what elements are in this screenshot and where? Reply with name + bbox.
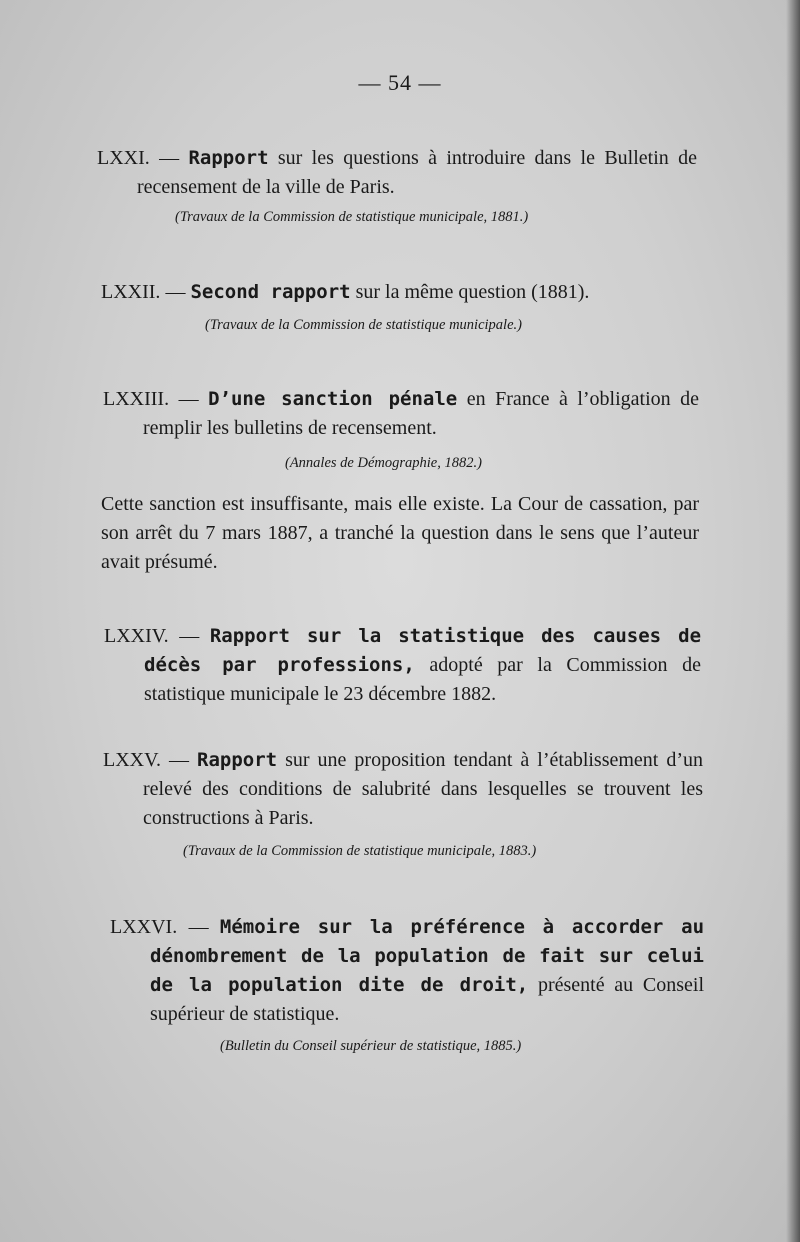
entry-citation: (Bulletin du Conseil supérieur de statistique, 1885.) bbox=[220, 1038, 522, 1054]
entry-dash: — bbox=[188, 916, 209, 938]
entry-description: sur les questions à introduire dans le Bulletin de recensement de la ville de Paris. bbox=[137, 147, 697, 198]
page-edge-shadow bbox=[786, 0, 800, 1242]
entry-numeral: LXXII. bbox=[101, 281, 161, 303]
entry-description: adopté par la Commission de statistique municipale le 23 décembre 1882. bbox=[144, 654, 701, 705]
entry-text bbox=[101, 278, 701, 307]
entry-citation: (Travaux de la Commission de statistique municipale, 1881.) bbox=[175, 209, 529, 225]
entry-numeral: LXXIV. bbox=[104, 625, 169, 647]
entry-dash: — bbox=[165, 281, 186, 303]
entry-description: sur une proposition tendant à l’établissement d’un relevé des conditions de salubrité dans lesquelles se trouvent les constructions à Paris. bbox=[143, 749, 704, 829]
entry-dash: — bbox=[178, 388, 199, 410]
entry-note: Cette sanction est insuffisante, mais elle existe. La Cour de cassation, par son arrêt du 7 mars 1887, a tranché la question dans le sens que l’auteur avait présumé. bbox=[101, 493, 699, 573]
entry-dash: — bbox=[179, 625, 200, 647]
entry-lxxvi bbox=[110, 913, 704, 1029]
entry-text bbox=[103, 385, 699, 443]
entry-numeral: LXXV. bbox=[103, 749, 161, 771]
entry-description: en France à l’obligation de remplir les bulletins de recensement. bbox=[143, 388, 700, 439]
entry-dash: — bbox=[159, 147, 180, 169]
entry-title: Rapport sur la statistique des causes de décès par professions, bbox=[144, 625, 702, 676]
page-number: — 54 — bbox=[358, 70, 442, 95]
entry-dash: — bbox=[168, 749, 189, 771]
entry-description: présenté au Conseil supérieur de statistique. bbox=[150, 974, 705, 1025]
entry-text bbox=[110, 913, 704, 1029]
entry-text bbox=[97, 144, 697, 202]
entry-lxxiii bbox=[103, 385, 699, 443]
entry-lxxii bbox=[101, 278, 701, 307]
entry-title: Second rapport bbox=[190, 281, 351, 303]
entry-numeral: LXXI. bbox=[97, 147, 150, 169]
entry-lxxi bbox=[97, 144, 697, 202]
entry-text bbox=[103, 746, 703, 833]
entry-title: Rapport bbox=[188, 147, 269, 169]
entry-lxxiv bbox=[104, 622, 701, 709]
entry-numeral: LXXVI. bbox=[110, 916, 178, 938]
entry-title: Rapport bbox=[197, 749, 278, 771]
entry-citation: (Annales de Démographie, 1882.) bbox=[285, 455, 482, 471]
entry-citation: (Travaux de la Commission de statistique municipale.) bbox=[205, 317, 522, 333]
entry-lxxv bbox=[103, 746, 703, 833]
entry-title: D’une sanction pénale bbox=[208, 388, 458, 410]
entry-numeral: LXXIII. bbox=[103, 388, 170, 410]
entry-text bbox=[104, 622, 701, 709]
entry-description: sur la même question (1881). bbox=[355, 281, 590, 303]
entry-title: Mémoire sur la préférence à accorder au dénombrement de la population de fait sur celui de la population dite de droit, bbox=[150, 916, 705, 996]
entry-citation: (Travaux de la Commission de statistique municipale, 1883.) bbox=[183, 843, 537, 859]
